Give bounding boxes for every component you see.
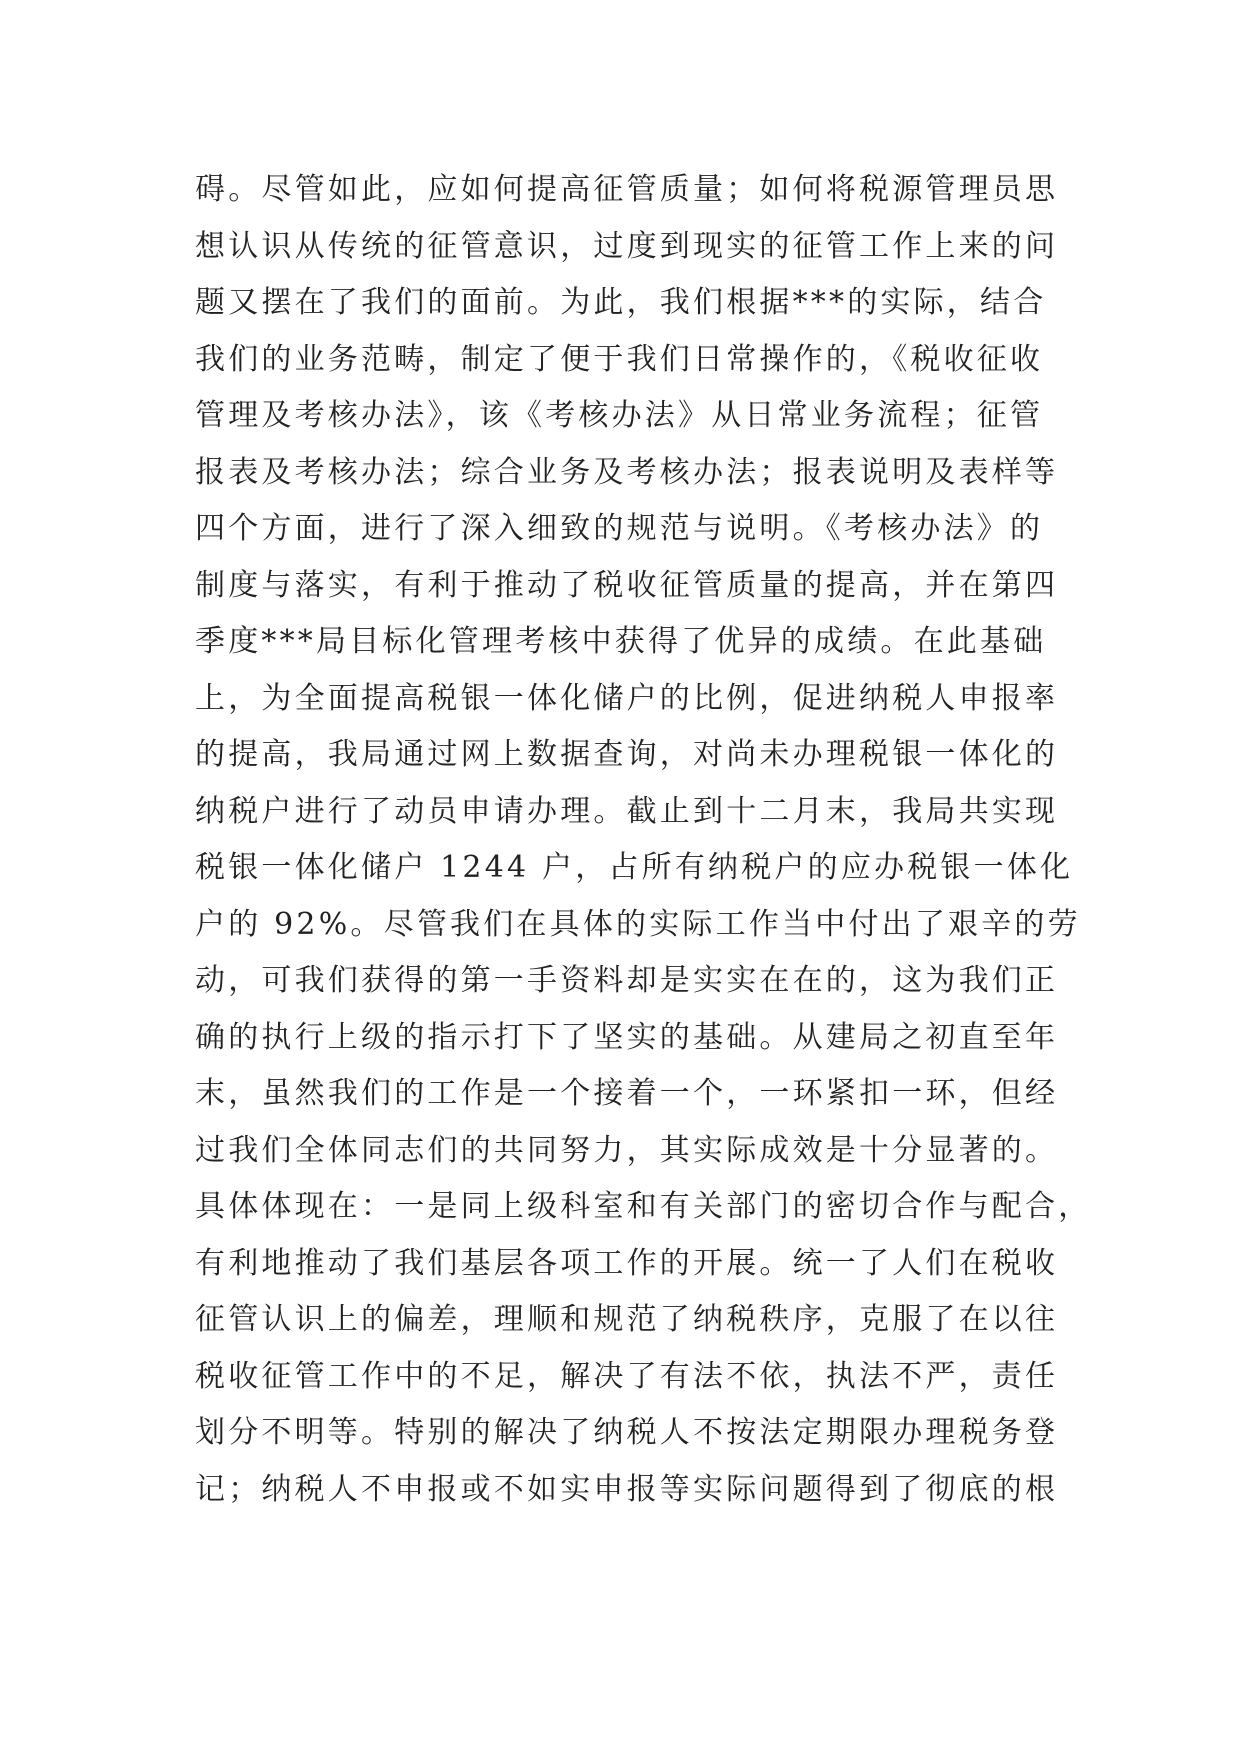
text-line: 题又摆在了我们的面前。为此，我们根据***的实际，结合 bbox=[195, 285, 1047, 320]
text-line: 具体体现在：一是同上级科室和有关部门的密切合作与配合， bbox=[195, 1189, 1092, 1224]
text-line: 过我们全体同志们的共同努力，其实际成效是十分显著的。 bbox=[195, 1132, 1059, 1168]
body-text bbox=[195, 162, 1092, 1518]
text-line: 有利地推动了我们基层各项工作的开展。统一了人们在税收 bbox=[195, 1245, 1059, 1281]
text-line: 制度与落实，有利于推动了税收征管质量的提高，并在第四 bbox=[195, 567, 1059, 603]
text-line: 的提高，我局通过网上数据查询，对尚未办理税银一体化的 bbox=[195, 737, 1059, 772]
text-line: 户的 92%。尽管我们在具体的实际工作当中付出了艰辛的劳 bbox=[195, 906, 1081, 942]
text-line: 想认识从传统的征管意识，过度到现实的征管工作上来的问 bbox=[195, 228, 1059, 264]
text-line: 纳税户进行了动员申请办理。截止到十二月末，我局共实现 bbox=[195, 793, 1059, 829]
text-line: 税银一体化储户 1244 户，占所有纳税户的应办税银一体化 bbox=[195, 850, 1074, 885]
text-line: 记；纳税人不申报或不如实申报等实际问题得到了彻底的根 bbox=[195, 1471, 1059, 1507]
text-line: 四个方面，进行了深入细致的规范与说明。《考核办法》的 bbox=[195, 511, 1044, 546]
text-line: 我们的业务范畴，制定了便于我们日常操作的，《税收征收 bbox=[195, 341, 1044, 377]
text-line: 报表及考核办法；综合业务及考核办法；报表说明及表样等 bbox=[195, 454, 1059, 490]
text-line: 确的执行上级的指示打下了坚实的基础。从建局之初直至年 bbox=[195, 1019, 1059, 1055]
text-line: 税收征管工作中的不足，解决了有法不依，执法不严，责任 bbox=[195, 1358, 1059, 1394]
text-line: 末，虽然我们的工作是一个接着一个，一环紧扣一环，但经 bbox=[195, 1076, 1059, 1111]
text-line: 动，可我们获得的第一手资料却是实实在在的，这为我们正 bbox=[195, 963, 1059, 998]
text-line: 征管认识上的偏差，理顺和规范了纳税秩序，克服了在以往 bbox=[195, 1302, 1059, 1337]
text-line: 季度***局目标化管理考核中获得了优异的成绩。在此基础 bbox=[195, 624, 1047, 659]
text-line: 上，为全面提高税银一体化储户的比例，促进纳税人申报率 bbox=[195, 680, 1059, 716]
text-line: 管理及考核办法》，该《考核办法》从日常业务流程；征管 bbox=[195, 398, 1044, 433]
text-line: 划分不明等。特别的解决了纳税人不按法定期限办理税务登 bbox=[195, 1415, 1059, 1450]
text-line: 碍。尽管如此，应如何提高征管质量；如何将税源管理员思 bbox=[195, 172, 1059, 207]
